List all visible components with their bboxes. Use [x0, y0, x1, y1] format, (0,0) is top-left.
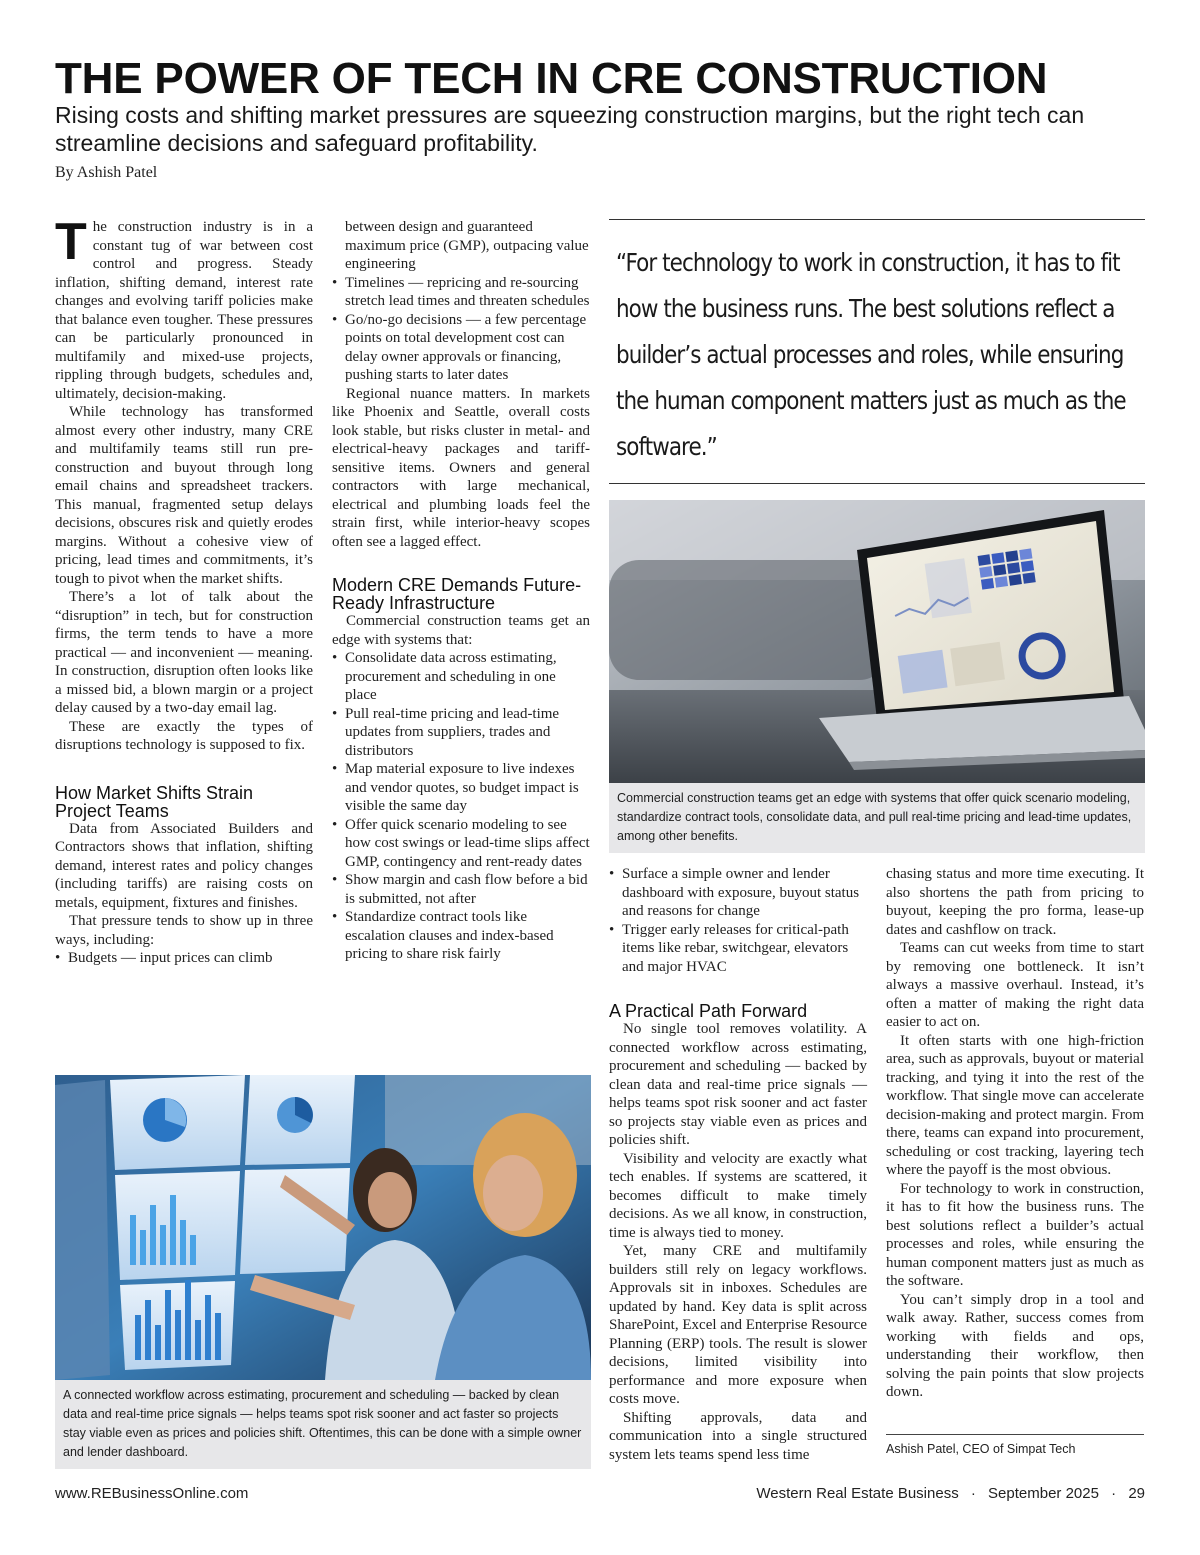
author-bio-rule	[886, 1434, 1144, 1435]
list-item: • Surface a simple owner and lender dashboard with exposure, buyout status and reasons for change	[609, 865, 867, 921]
bullet-list	[332, 649, 590, 964]
paragraph: chasing status and more time executing. It also shortens the path from pricing to buyout, keeping the pro forma, lease-up dates and cashflow on track.	[886, 866, 1144, 938]
list-item: • Pull real-time pricing and lead-time updates from suppliers, trades and distributors	[332, 705, 590, 761]
paragraph: It often starts with one high-friction area, such as approvals, buyout or material tracking, and tying it into the rest of the workflow. That single move can accelerate decision-making and protect margin. From there, teams can expand into procurement, scheduling or cost tracking, layering tech where the payoff is the most obvious.	[886, 1032, 1144, 1178]
column-3	[609, 865, 867, 1464]
paragraph: Shifting approvals, data and communication into a single structured system lets teams spend less time	[609, 1409, 867, 1463]
article-title: THE POWER OF TECH IN CRE CONSTRUCTION	[55, 54, 1048, 103]
drop-cap: T	[55, 213, 87, 271]
footer-separator: ·	[970, 1485, 976, 1502]
quote-top-rule	[609, 219, 1145, 220]
list-item: • Timelines — repricing and re-sourcing stretch lead times and threaten schedules	[332, 274, 590, 311]
footer-issue: September 2025	[988, 1485, 1099, 1502]
paragraph: Regional nuance matters. In markets like Phoenix and Seattle, overall costs look stable, but risks cluster in metal- and electrical-heavy packages and tariff-sensitive items. Owners and general contractors with large mechanical, electrical and plumbing loads feel the strain first, while interior-heavy scopes often see a lagged effect.	[332, 385, 590, 550]
paragraph: You can’t simply drop in a tool and walk away. Rather, success comes from working with fields and ops, understanding their workflow, then solving the pain points that slow projects down.	[886, 1291, 1144, 1400]
paragraph: There’s a lot of talk about the “disruption” in tech, but for construction firms, the term tends to have a more practical — and inconvenient — meaning. In construction, disruption often looks like a missed bid, a blown margin or a project delay caused by a two-day email lag.	[55, 589, 313, 716]
list-item: • Show margin and cash flow before a bid is submitted, not after	[332, 871, 590, 908]
list-item: • Offer quick scenario modeling to see how cost swings or lead-time slips affect GMP, contingency and rent-ready dates	[332, 816, 590, 872]
page-number: 29	[1128, 1485, 1145, 1502]
column-4	[886, 865, 1144, 1402]
author-bio: Ashish Patel, CEO of Simpat Tech	[886, 1442, 1076, 1456]
list-item: • Map material exposure to live indexes and vendor quotes, so budget impact is visible the same day	[332, 760, 590, 816]
footer-separator: ·	[1111, 1485, 1117, 1502]
intro-paragraph	[55, 213, 313, 403]
section-heading-practical-path: A Practical Path Forward	[609, 1001, 808, 1021]
list-item: • Budgets — input prices can climb	[55, 949, 313, 968]
paragraph: Commercial construction teams get an edge with systems that:	[332, 613, 590, 648]
list-item: • Trigger early releases for critical-path items like rebar, switchgear, elevators and major HVAC	[609, 921, 867, 977]
column-1	[55, 213, 313, 968]
list-item-continued: between design and guaranteed maximum price (GMP), outpacing value engineering	[345, 219, 589, 272]
byline: By Ashish Patel	[55, 164, 158, 181]
section-heading-market-shifts: How Market Shifts Strain Project Teams	[55, 782, 254, 821]
paragraph: While technology has transformed almost every other industry, many CRE and multifamily teams still run pre-construction and buyout through long email chains and spreadsheet trackers. This manual, fragmented setup delays decisions, obscures risk and quietly erodes margins. Without a cohesive view of pricing, lead times and commitments, it’s tough to pivot when the market shifts.	[55, 404, 313, 587]
list-item: • Go/no-go decisions — a few percentage points on total development cost can delay owner approvals or financing, pushing starts to later dates	[332, 311, 590, 385]
bullet-list	[55, 949, 313, 968]
paragraph: For technology to work in construction, it has to fit how the business runs. The best solutions reflect a builder’s actual processes and roles, while ensuring the human component matters just as much as the software.	[886, 1180, 1144, 1289]
paragraph: These are exactly the types of disruptions technology is supposed to fix.	[55, 718, 313, 753]
paragraph: Yet, many CRE and multifamily builders still rely on legacy workflows. Approvals sit in inboxes. Schedules are updated by hand. Key data is split across SharePoint, Excel and Enterprise Resource Planning (ERP) tools. The result is slower decisions, limited visibility into performance and more exposure when costs move.	[609, 1243, 867, 1407]
pull-quote: “For technology to work in construction, it has to fit how the business runs. The best solutions reflect a builder’s actual processes and roles, while ensuring the human component matters just as much as the software.”	[616, 248, 1126, 461]
footer-website: www.REBusinessOnline.com	[55, 1485, 249, 1502]
paragraph: Data from Associated Builders and Contractors shows that inflation, shifting demand, interest rates and policy changes (including tariffs) are raising costs on metals, equipment, fixtures and finishes.	[55, 820, 313, 911]
paragraph-text: he construction industry is in a constant tug of war between cost control and progress. Steady inflation, shifting demand, interest rate changes and evolving tariff policies make that balance even tougher. These pressures can be particularly pronounced in multifamily and mixed-use projects, rippling through budgets, schedules and, ultimately, decision-making.	[55, 219, 313, 402]
footer-publication: Western Real Estate Business	[756, 1485, 959, 1502]
laptop-photo-graphic	[609, 500, 1145, 783]
bullet-list	[332, 218, 590, 385]
laptop-photo-caption: Commercial construction teams get an edge with systems that offer quick scenario modeling, standardize contract tools, consolidate data, and pull real-time pricing and lead-time updates, among other benefits.	[609, 783, 1145, 853]
quote-bottom-rule	[609, 483, 1145, 484]
team-photo-graphic	[55, 1075, 591, 1380]
team-dashboard-photo	[55, 1075, 591, 1380]
team-photo-caption: A connected workflow across estimating, procurement and scheduling — backed by clean data and real-time price signals — helps teams spot risk sooner and act faster so projects stay viable even as prices and policies shift. Oftentimes, this can be done with a simple owner and lender dashboard.	[55, 1380, 591, 1469]
paragraph: No single tool removes volatility. A connected workflow across estimating, procurement and scheduling — backed by clean data and real-time price signals — helps teams spot risk sooner and act faster so projects stay viable even as prices and policies shift.	[609, 1021, 867, 1148]
list-item: • Consolidate data across estimating, procurement and scheduling in one place	[332, 649, 590, 705]
footer-publication-info	[756, 1485, 1145, 1502]
bullet-list	[609, 865, 867, 976]
list-item: • Standardize contract tools like escalation clauses and index-based pricing to share risk fairly	[332, 908, 590, 964]
paragraph: Teams can cut weeks from time to start by removing one bottleneck. It isn’t always a massive overhaul. Instead, it’s often a matter of making the right data easier to act on.	[886, 940, 1144, 1030]
column-2	[332, 218, 590, 964]
article-subtitle: Rising costs and shifting market pressures are squeezing construction margins, but the right tech can streamline decisions and safeguard profitability.	[55, 102, 1085, 156]
section-heading-future-ready: Modern CRE Demands Future-Ready Infrastructure	[332, 575, 582, 613]
laptop-photo	[609, 500, 1145, 783]
paragraph: That pressure tends to show up in three ways, including:	[55, 913, 313, 948]
paragraph: Visibility and velocity are exactly what tech enables. If systems are scattered, it becomes difficult to make timely decisions. As we all know, in construction, time is always tied to money.	[609, 1150, 867, 1241]
